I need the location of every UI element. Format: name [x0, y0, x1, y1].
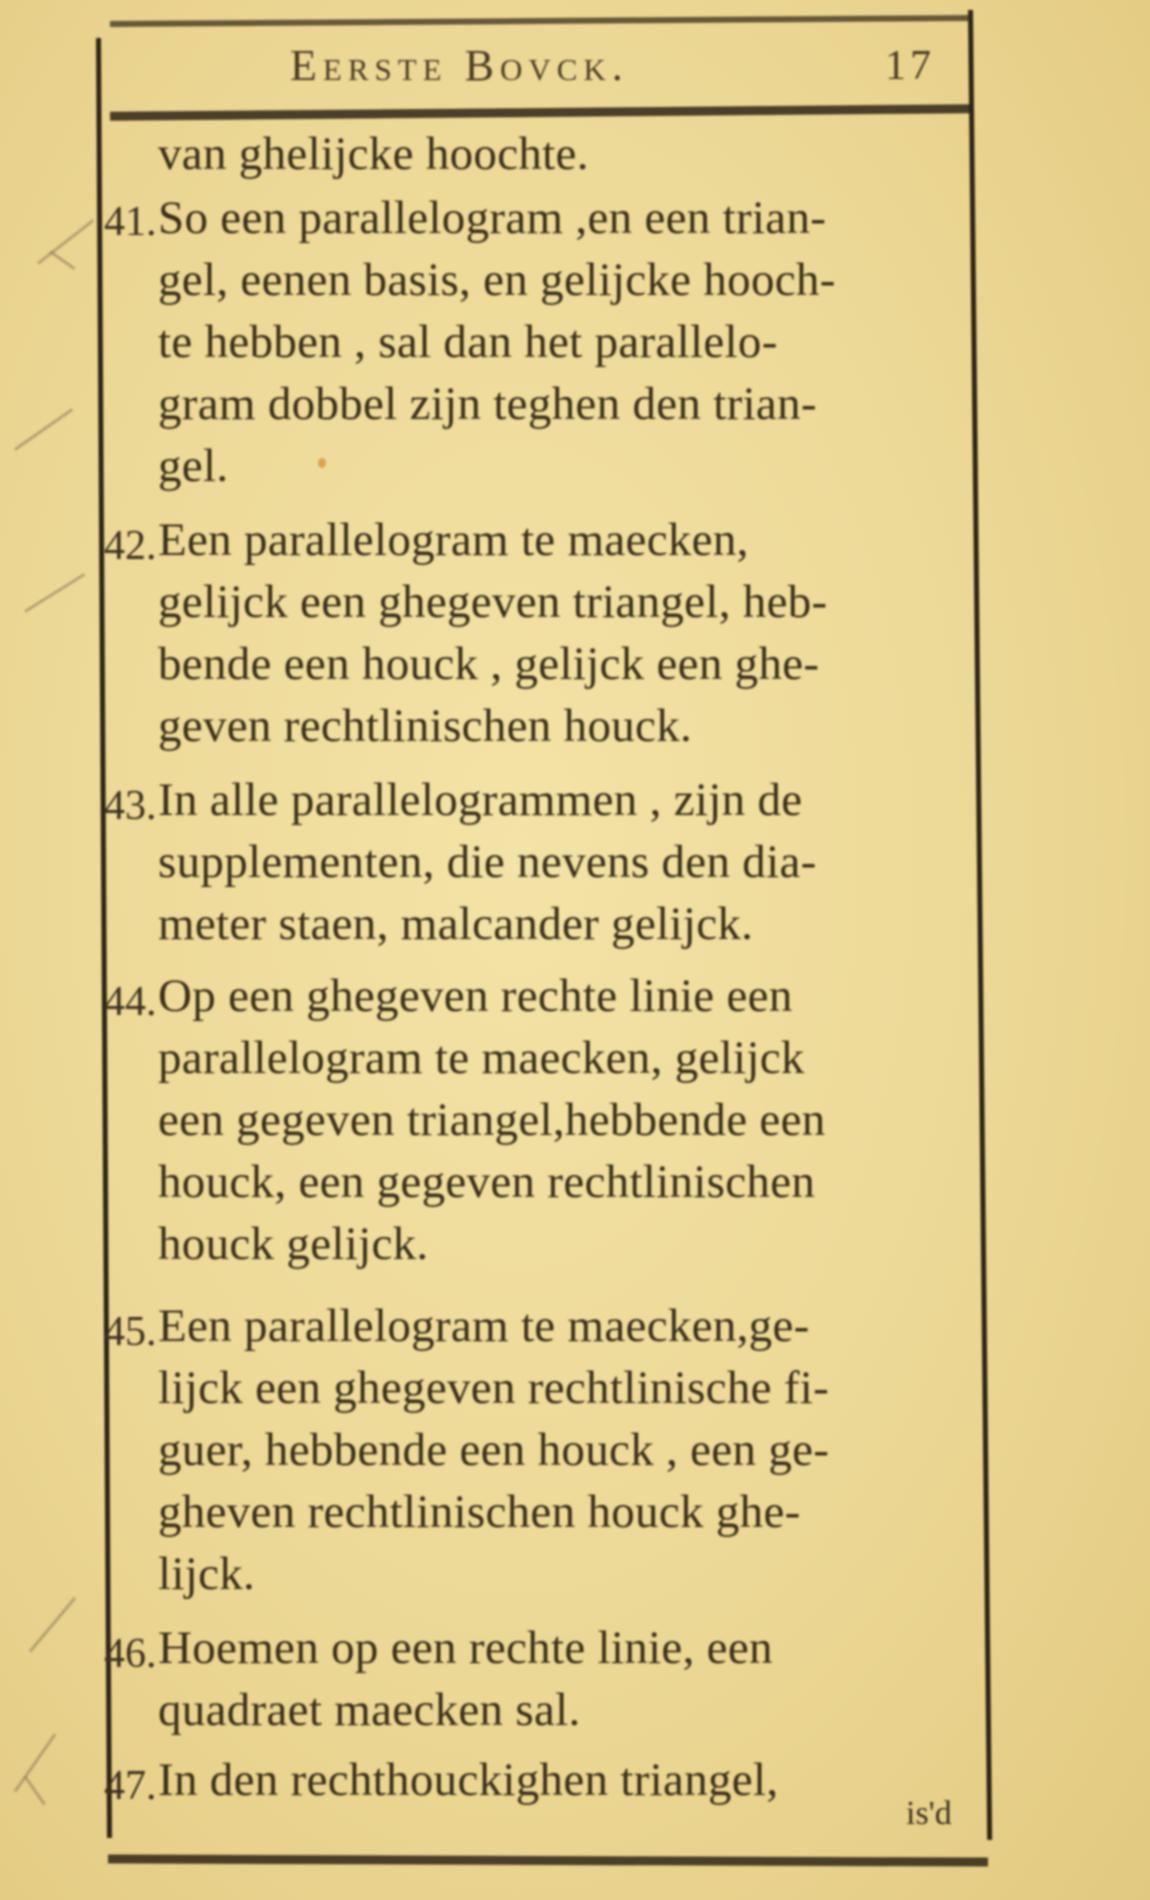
text-line: houck gelijck.: [158, 1218, 429, 1270]
proposition-number: 45.: [104, 1309, 157, 1355]
pencil-mark-icon: [14, 1733, 57, 1792]
pencil-mark-icon: [24, 1776, 46, 1806]
pencil-mark-icon: [49, 250, 75, 270]
text-line: te hebben , sal dan het parallelo-: [158, 316, 778, 368]
proposition-number: 46.: [104, 1631, 157, 1677]
bottom-rule: [108, 1854, 988, 1866]
proposition-number: 41.: [104, 199, 157, 245]
proposition-number: 42.: [104, 523, 157, 569]
text-line: bende een houck , gelijck een ghe-: [158, 638, 820, 690]
text-line: Een parallelogram te maecken,ge-: [158, 1300, 810, 1352]
text-line: meter staen, malcander gelijck.: [158, 898, 754, 950]
proposition-number: 44.: [104, 979, 157, 1025]
proposition-number: 47.: [104, 1763, 157, 1809]
text-line: In alle parallelogrammen , zijn de: [158, 774, 803, 826]
catchword: is'd: [906, 1795, 952, 1832]
text-line: guer, hebbende een houck , een ge-: [158, 1424, 830, 1476]
text-line: lijck een ghegeven rechtlinische fi-: [158, 1362, 830, 1414]
text-line: Een parallelogram te maecken,: [158, 514, 749, 566]
text-line: gheven rechtlinischen houck ghe-: [158, 1486, 801, 1538]
top-rule: [110, 15, 970, 27]
text-line: In den rechthouckighen triangel,: [158, 1754, 779, 1806]
page-number: 17: [885, 43, 935, 89]
text-line: gel.: [158, 440, 229, 492]
text-line: een gegeven triangel,hebbende een: [158, 1094, 826, 1146]
proposition-number: 43.: [104, 783, 157, 829]
text-line: Hoemen op een rechte linie, een: [158, 1622, 773, 1674]
frame-right-rule: [968, 10, 992, 1840]
text-line: So een parallelogram ,en een trian-: [158, 192, 827, 244]
text-line: supplementen, die nevens den dia-: [158, 836, 817, 888]
frame-left-rule: [96, 38, 112, 1838]
text-line: quadraet maecken sal.: [158, 1684, 581, 1736]
text-line: gel, eenen basis, en gelijcke hooch-: [158, 254, 836, 306]
ink-stain: [318, 458, 326, 468]
text-line: parallelogram te maecken, gelijck: [158, 1032, 805, 1084]
text-line: lijck.: [158, 1548, 256, 1600]
text-line: gelijck een ghegeven triangel, heb-: [158, 576, 828, 628]
pencil-mark-icon: [29, 1597, 76, 1653]
text-line: gram dobbel zijn teghen den trian-: [158, 378, 817, 430]
pencil-mark-icon: [37, 219, 94, 264]
running-head: Eerste Bovck.: [290, 41, 629, 90]
text-line: van ghelijcke hoochte.: [158, 128, 589, 180]
header-rule: [110, 104, 972, 121]
text-line: geven rechtlinischen houck.: [158, 700, 693, 752]
text-line: Op een ghegeven rechte linie een: [158, 970, 793, 1022]
pencil-mark-icon: [14, 408, 73, 451]
text-line: houck, een gegeven rechtlinischen: [158, 1156, 816, 1208]
pencil-mark-icon: [24, 573, 85, 613]
